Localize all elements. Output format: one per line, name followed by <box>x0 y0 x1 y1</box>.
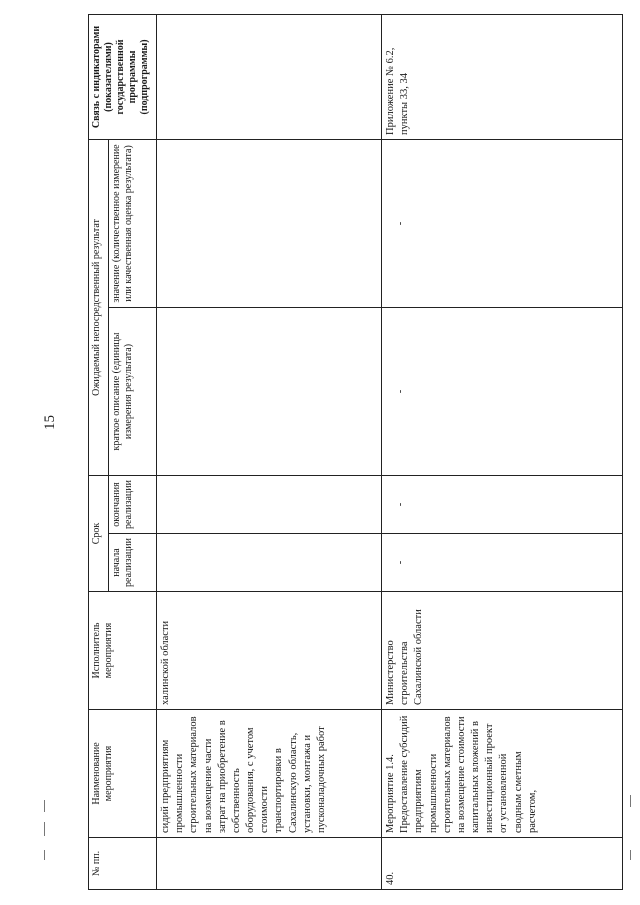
row-executor: Министерство строительства Сахалинской области <box>382 592 623 710</box>
header-result: Ожидаемый непосредственный результат <box>89 139 109 475</box>
activities-table <box>88 14 623 890</box>
header-term-start: начала реализации <box>109 534 157 592</box>
row-value <box>157 139 382 307</box>
row-end: - <box>382 476 623 534</box>
row-value: - <box>382 139 623 307</box>
header-result-value: значение (количественное измерение или качественная оценка результата) <box>109 139 157 307</box>
row-link: Приложение № 6.2, пункты 33, 34 <box>382 14 623 139</box>
row-name: сидий предприятиям промышленности строительных материалов на возмещение части затрат на приобретение в собственность оборудования, с учетом стоимости транспортировки в Сахалинскую область, установки, монтажа и пусконаладочных работ <box>157 710 382 838</box>
row-desc <box>157 308 382 476</box>
scan-artifact <box>44 800 45 812</box>
header-num: № пп. <box>89 838 157 890</box>
row-end <box>157 476 382 534</box>
rotated-table-container <box>88 15 623 890</box>
page-number: 15 <box>42 415 58 430</box>
row-link <box>157 14 382 139</box>
header-link: Связь с индикаторами (показателями) государственной программы (подпрограммы) <box>89 14 157 139</box>
row-num <box>157 838 382 890</box>
header-result-desc: краткое описание (единицы измерения результата) <box>109 308 157 476</box>
row-desc: - <box>382 308 623 476</box>
scan-artifact <box>630 795 631 807</box>
table-row <box>157 14 382 889</box>
row-name: Мероприятие 1.4. Предоставление субсидий предприятиям промышленности строительных материалов на возмещение стоимости капитальных вложений в инвестиционный проект от установленной сводным сметным расчетом, <box>382 710 623 838</box>
scan-artifact <box>630 850 631 860</box>
row-start <box>157 534 382 592</box>
row-executor: халинской области <box>157 592 382 710</box>
table-row <box>382 14 623 889</box>
row-start: - <box>382 534 623 592</box>
row-num: 40. <box>382 838 623 890</box>
header-executor: Исполнитель мероприятия <box>89 592 157 710</box>
header-name: Наименование мероприятия <box>89 710 157 838</box>
header-term-end: окончания реализации <box>109 476 157 534</box>
scan-artifact <box>44 850 45 860</box>
header-term: Срок <box>89 476 109 592</box>
scan-artifact <box>44 822 45 836</box>
